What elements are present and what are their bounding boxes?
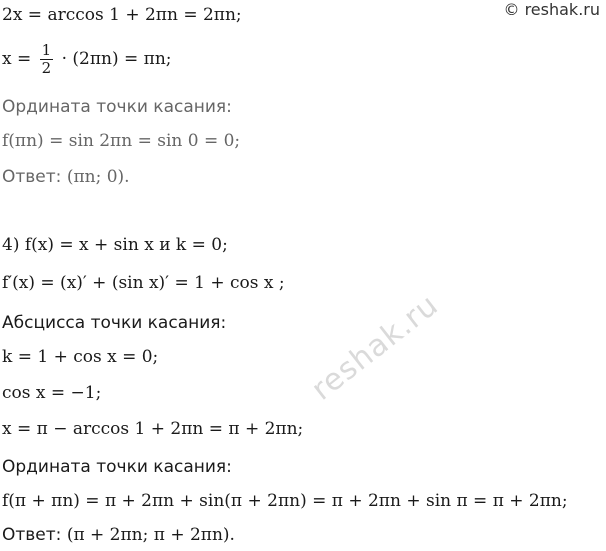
problem-4-statement: 4) f(x) = x + sin x и k = 0;: [2, 235, 228, 255]
fraction-numerator: 1: [41, 41, 52, 59]
answer-line-2: [2, 524, 235, 546]
answer-label: Ответ:: [2, 525, 62, 545]
equation-x-solution: x = π − arccos 1 + 2πn = π + 2πn;: [2, 419, 304, 439]
equation-cos: cos x = −1;: [2, 383, 102, 403]
answer-value: (πn; 0).: [66, 167, 130, 187]
equation-line-1: 2x = arccos 1 + 2πn = 2πn;: [2, 5, 242, 25]
heading-tangent-ordinate-2: Ордината точки касания:: [2, 457, 232, 477]
heading-tangent-abscissa: Абсцисса точки касания:: [2, 313, 227, 333]
answer-value: (π + 2πn; π + 2πn).: [66, 525, 235, 545]
equation-line-4: f(πn) = sin 2πn = sin 0 = 0;: [2, 131, 241, 151]
diagonal-watermark: reshak.ru: [305, 287, 446, 408]
heading-tangent-ordinate-1: Ордината точки касания:: [2, 97, 232, 117]
equation-rhs: · (2πn) = πn;: [61, 49, 172, 69]
answer-label: Ответ:: [2, 167, 62, 187]
fraction-denominator: 2: [41, 59, 52, 77]
equation-ordinate: f(π + πn) = π + 2πn + sin(π + 2πn) = π + 2πn + sin π = π + 2πn;: [2, 491, 568, 511]
equation-k: k = 1 + cos x = 0;: [2, 347, 159, 367]
derivative-line: f′(x) = (x)′ + (sin x)′ = 1 + cos x ;: [2, 273, 285, 293]
site-watermark: © reshak.ru: [503, 0, 600, 19]
equation-lhs: x =: [2, 49, 32, 69]
fraction-one-half: [40, 42, 54, 77]
equation-line-2: [2, 42, 172, 77]
answer-line-1: [2, 166, 130, 188]
